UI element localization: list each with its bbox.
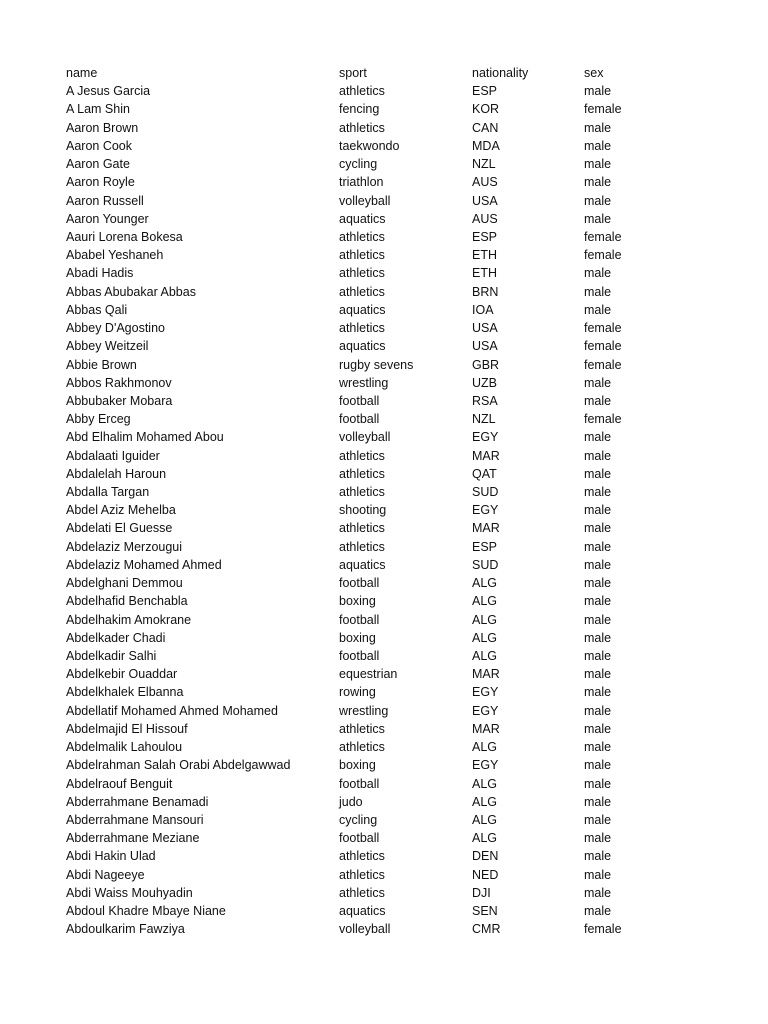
cell-sport: rowing (339, 685, 376, 700)
cell-nationality: USA (472, 321, 498, 336)
cell-sport: football (339, 776, 380, 791)
cell-sport: wrestling (339, 703, 389, 718)
cell-sport: athletics (339, 466, 385, 481)
cell-sex: male (584, 448, 612, 463)
cell-name: Abdelati El Guesse (66, 521, 173, 536)
cell-name: Abdelkhalek Elbanna (66, 685, 184, 700)
table-row (66, 683, 726, 701)
cell-name: Abdoul Khadre Mbaye Niane (66, 904, 226, 919)
cell-name: Abdoulkarim Fawziya (66, 922, 185, 937)
cell-sport: football (339, 831, 380, 846)
cell-name: Abdelmalik Lahoulou (66, 740, 183, 755)
cell-nationality: SUD (472, 557, 499, 572)
cell-sport: athletics (339, 867, 385, 882)
cell-sex: male (584, 284, 612, 299)
cell-name: Aaron Brown (66, 120, 139, 135)
cell-sex: male (584, 557, 612, 572)
cell-sex: male (584, 594, 612, 609)
cell-sex: male (584, 138, 612, 153)
table-row (66, 866, 726, 884)
table-row (66, 793, 726, 811)
cell-sex: male (584, 539, 612, 554)
table-row (66, 319, 726, 337)
cell-name: Abdelkader Chadi (66, 630, 166, 645)
cell-sport: football (339, 576, 380, 591)
cell-sport: aquatics (339, 904, 386, 919)
cell-sport: athletics (339, 521, 385, 536)
cell-nationality: BRN (472, 284, 499, 299)
cell-nationality: ETH (472, 266, 497, 281)
cell-nationality: MAR (472, 521, 500, 536)
cell-sport: athletics (339, 84, 385, 99)
cell-sport: volleyball (339, 922, 391, 937)
cell-sex: male (584, 84, 612, 99)
cell-name: Aaron Younger (66, 211, 149, 226)
cell-nationality: ALG (472, 576, 498, 591)
cell-nationality: EGY (472, 503, 499, 518)
cell-sport: boxing (339, 758, 376, 773)
cell-nationality: ESP (472, 539, 498, 554)
table-row (66, 720, 726, 738)
table-row (66, 847, 726, 865)
table-row (66, 483, 726, 501)
cell-sex: male (584, 667, 612, 682)
table-row (66, 428, 726, 446)
cell-nationality: ALG (472, 740, 498, 755)
cell-sport: football (339, 649, 380, 663)
cell-name: Abbey D'Agostino (66, 321, 165, 336)
table-body (66, 82, 726, 938)
cell-sport: taekwondo (339, 138, 400, 153)
cell-sex: male (584, 120, 612, 135)
cell-sex: female (584, 412, 622, 427)
cell-sex: male (584, 430, 612, 445)
cell-nationality: ETH (472, 248, 497, 263)
cell-sport: athletics (339, 284, 385, 299)
cell-sex: female (584, 321, 622, 336)
table-row (66, 210, 726, 228)
cell-name: Abbas Abubakar Abbas (66, 284, 196, 299)
cell-nationality: ESP (472, 229, 498, 244)
cell-name: Abbos Rakhmonov (66, 375, 172, 390)
table-row (66, 611, 726, 629)
table-row (66, 829, 726, 847)
table-row (66, 702, 726, 720)
cell-name: Abdelkadir Salhi (66, 649, 157, 663)
cell-sport: athletics (339, 266, 385, 281)
cell-sport: football (339, 612, 380, 627)
cell-sex: male (584, 612, 612, 627)
cell-sport: athletics (339, 120, 385, 135)
cell-nationality: CMR (472, 922, 501, 937)
cell-sex: male (584, 885, 612, 900)
cell-name: Aaron Royle (66, 175, 135, 190)
cell-nationality: EGY (472, 430, 499, 445)
cell-sport: athletics (339, 539, 385, 554)
table-row (66, 920, 726, 938)
cell-sex: male (584, 867, 612, 882)
cell-nationality: QAT (472, 466, 497, 481)
cell-name: Abbey Weitzeil (66, 339, 149, 354)
cell-sport: football (339, 412, 380, 427)
cell-sex: male (584, 812, 612, 827)
header-name: name (66, 66, 98, 80)
cell-name: Abdelghani Demmou (66, 576, 183, 591)
cell-name: A Lam Shin (66, 102, 130, 117)
cell-name: Abdelaziz Mohamed Ahmed (66, 557, 222, 572)
cell-sport: athletics (339, 321, 385, 336)
table-row (66, 647, 726, 665)
cell-sex: male (584, 466, 612, 481)
cell-nationality: EGY (472, 703, 499, 718)
cell-sex: male (584, 175, 612, 190)
cell-sport: rugby sevens (339, 357, 414, 372)
table-row (66, 119, 726, 137)
cell-sex: female (584, 102, 622, 117)
table-row (66, 301, 726, 319)
cell-sex: male (584, 794, 612, 809)
header-sex: sex (584, 66, 604, 80)
cell-name: Abdalaati Iguider (66, 448, 160, 463)
cell-sport: athletics (339, 248, 385, 263)
cell-nationality: ALG (472, 649, 498, 663)
cell-sex: male (584, 576, 612, 591)
cell-name: Abbie Brown (66, 357, 137, 372)
cell-nationality: ALG (472, 794, 498, 809)
cell-sex: male (584, 904, 612, 919)
cell-sport: athletics (339, 229, 385, 244)
cell-nationality: NED (472, 867, 499, 882)
cell-nationality: EGY (472, 758, 499, 773)
cell-sex: male (584, 740, 612, 755)
cell-nationality: MDA (472, 138, 500, 153)
cell-nationality: ALG (472, 776, 498, 791)
cell-nationality: SUD (472, 485, 499, 500)
table-row (66, 337, 726, 355)
table-row (66, 556, 726, 574)
cell-sex: male (584, 630, 612, 645)
table-row (66, 902, 726, 920)
table-row (66, 137, 726, 155)
cell-nationality: DEN (472, 849, 499, 864)
cell-sex: male (584, 649, 612, 663)
cell-sex: female (584, 248, 622, 263)
cell-name: Abdi Hakin Ulad (66, 849, 156, 864)
cell-nationality: USA (472, 339, 498, 354)
cell-name: Abdelraouf Benguit (66, 776, 173, 791)
cell-sport: equestrian (339, 667, 398, 682)
cell-nationality: AUS (472, 211, 498, 226)
table-row (66, 392, 726, 410)
cell-sport: athletics (339, 740, 385, 755)
cell-sport: athletics (339, 885, 385, 900)
cell-name: Abdi Nageeye (66, 867, 145, 882)
cell-name: Abadi Hadis (66, 266, 134, 281)
cell-nationality: MAR (472, 721, 500, 736)
cell-name: Abbas Qali (66, 302, 128, 317)
cell-name: Aaron Cook (66, 138, 133, 153)
athlete-table (66, 64, 726, 939)
cell-nationality: EGY (472, 685, 499, 700)
table-row (66, 155, 726, 173)
cell-name: Aaron Gate (66, 157, 130, 172)
cell-sex: female (584, 357, 622, 372)
table-row (66, 356, 726, 374)
cell-sex: male (584, 266, 612, 281)
cell-sport: aquatics (339, 302, 386, 317)
cell-sex: male (584, 521, 612, 536)
cell-name: Ababel Yeshaneh (66, 248, 164, 263)
cell-sport: volleyball (339, 430, 391, 445)
cell-name: Aauri Lorena Bokesa (66, 229, 183, 244)
cell-sport: aquatics (339, 211, 386, 226)
cell-nationality: RSA (472, 393, 498, 408)
cell-nationality: IOA (472, 302, 494, 317)
cell-sport: aquatics (339, 557, 386, 572)
cell-name: Abdalelah Haroun (66, 466, 167, 481)
table-row (66, 192, 726, 210)
cell-nationality: GBR (472, 357, 500, 372)
cell-name: Aaron Russell (66, 193, 144, 208)
cell-sport: wrestling (339, 375, 389, 390)
cell-sport: shooting (339, 503, 387, 518)
cell-sex: female (584, 229, 622, 244)
cell-sport: aquatics (339, 339, 386, 354)
cell-name: Abderrahmane Meziane (66, 831, 200, 846)
cell-nationality: CAN (472, 120, 499, 135)
cell-nationality: AUS (472, 175, 498, 190)
cell-nationality: ALG (472, 630, 498, 645)
cell-name: Abdelkebir Ouaddar (66, 667, 178, 682)
cell-sport: triathlon (339, 175, 384, 190)
table-row (66, 665, 726, 683)
cell-sex: male (584, 849, 612, 864)
cell-sex: female (584, 922, 622, 937)
table-row (66, 82, 726, 100)
cell-name: Abdel Aziz Mehelba (66, 503, 176, 518)
cell-nationality: DJI (472, 885, 491, 900)
cell-name: Abderrahmane Benamadi (66, 794, 209, 809)
header-sport: sport (339, 66, 367, 80)
cell-sex: male (584, 211, 612, 226)
cell-name: Abdelrahman Salah Orabi Abdelgawwad (66, 758, 291, 773)
header-nationality: nationality (472, 66, 529, 80)
table-row (66, 447, 726, 465)
cell-nationality: KOR (472, 102, 500, 117)
cell-sex: male (584, 302, 612, 317)
table-row (66, 465, 726, 483)
cell-sport: cycling (339, 812, 378, 827)
cell-name: Abdelmajid El Hissouf (66, 721, 188, 736)
cell-sport: volleyball (339, 193, 391, 208)
cell-nationality: MAR (472, 448, 500, 463)
cell-sex: male (584, 503, 612, 518)
cell-name: Abdelaziz Merzougui (66, 539, 183, 554)
header-row (66, 64, 726, 82)
cell-nationality: ESP (472, 84, 498, 99)
cell-name: Abdalla Targan (66, 485, 150, 500)
cell-sport: football (339, 393, 380, 408)
cell-sport: judo (339, 794, 363, 809)
cell-nationality: ALG (472, 831, 498, 846)
cell-name: Abdellatif Mohamed Ahmed Mohamed (66, 703, 278, 718)
cell-sex: male (584, 157, 612, 172)
table-row (66, 775, 726, 793)
cell-name: Abby Erceg (66, 412, 131, 427)
cell-nationality: NZL (472, 412, 496, 427)
table-row (66, 246, 726, 264)
cell-sport: athletics (339, 849, 385, 864)
cell-sex: male (584, 393, 612, 408)
table-row (66, 574, 726, 592)
cell-name: Abd Elhalim Mohamed Abou (66, 430, 224, 445)
cell-sex: male (584, 721, 612, 736)
cell-nationality: ALG (472, 612, 498, 627)
cell-sex: male (584, 375, 612, 390)
table-row (66, 884, 726, 902)
cell-nationality: MAR (472, 667, 500, 682)
cell-sport: cycling (339, 157, 378, 172)
cell-name: Abdi Waiss Mouhyadin (66, 885, 193, 900)
cell-sex: male (584, 193, 612, 208)
table-row (66, 519, 726, 537)
table-row (66, 738, 726, 756)
cell-sport: athletics (339, 485, 385, 500)
table-row (66, 811, 726, 829)
cell-name: Abdelhakim Amokrane (66, 612, 192, 627)
cell-sex: male (584, 703, 612, 718)
table-row (66, 410, 726, 428)
table-row (66, 100, 726, 118)
cell-name: Abbubaker Mobara (66, 393, 173, 408)
table-row (66, 629, 726, 647)
cell-sport: fencing (339, 102, 380, 117)
cell-nationality: UZB (472, 375, 497, 390)
cell-sex: female (584, 339, 622, 354)
cell-sport: boxing (339, 594, 376, 609)
cell-nationality: SEN (472, 904, 498, 919)
cell-sex: male (584, 776, 612, 791)
cell-name: Abderrahmane Mansouri (66, 812, 204, 827)
table-row (66, 173, 726, 191)
table-row (66, 756, 726, 774)
cell-sex: male (584, 485, 612, 500)
cell-name: Abdelhafid Benchabla (66, 594, 188, 609)
table-row (66, 228, 726, 246)
table-row (66, 501, 726, 519)
cell-nationality: ALG (472, 812, 498, 827)
cell-nationality: NZL (472, 157, 496, 172)
cell-sport: athletics (339, 721, 385, 736)
table-row (66, 592, 726, 610)
table-row (66, 264, 726, 282)
cell-nationality: USA (472, 193, 498, 208)
cell-sex: male (584, 831, 612, 846)
cell-sex: male (584, 758, 612, 773)
cell-sex: male (584, 685, 612, 700)
table-row (66, 283, 726, 301)
cell-sport: athletics (339, 448, 385, 463)
cell-sport: boxing (339, 630, 376, 645)
cell-name: A Jesus Garcia (66, 84, 151, 99)
table-row (66, 538, 726, 556)
table-row (66, 374, 726, 392)
cell-nationality: ALG (472, 594, 498, 609)
